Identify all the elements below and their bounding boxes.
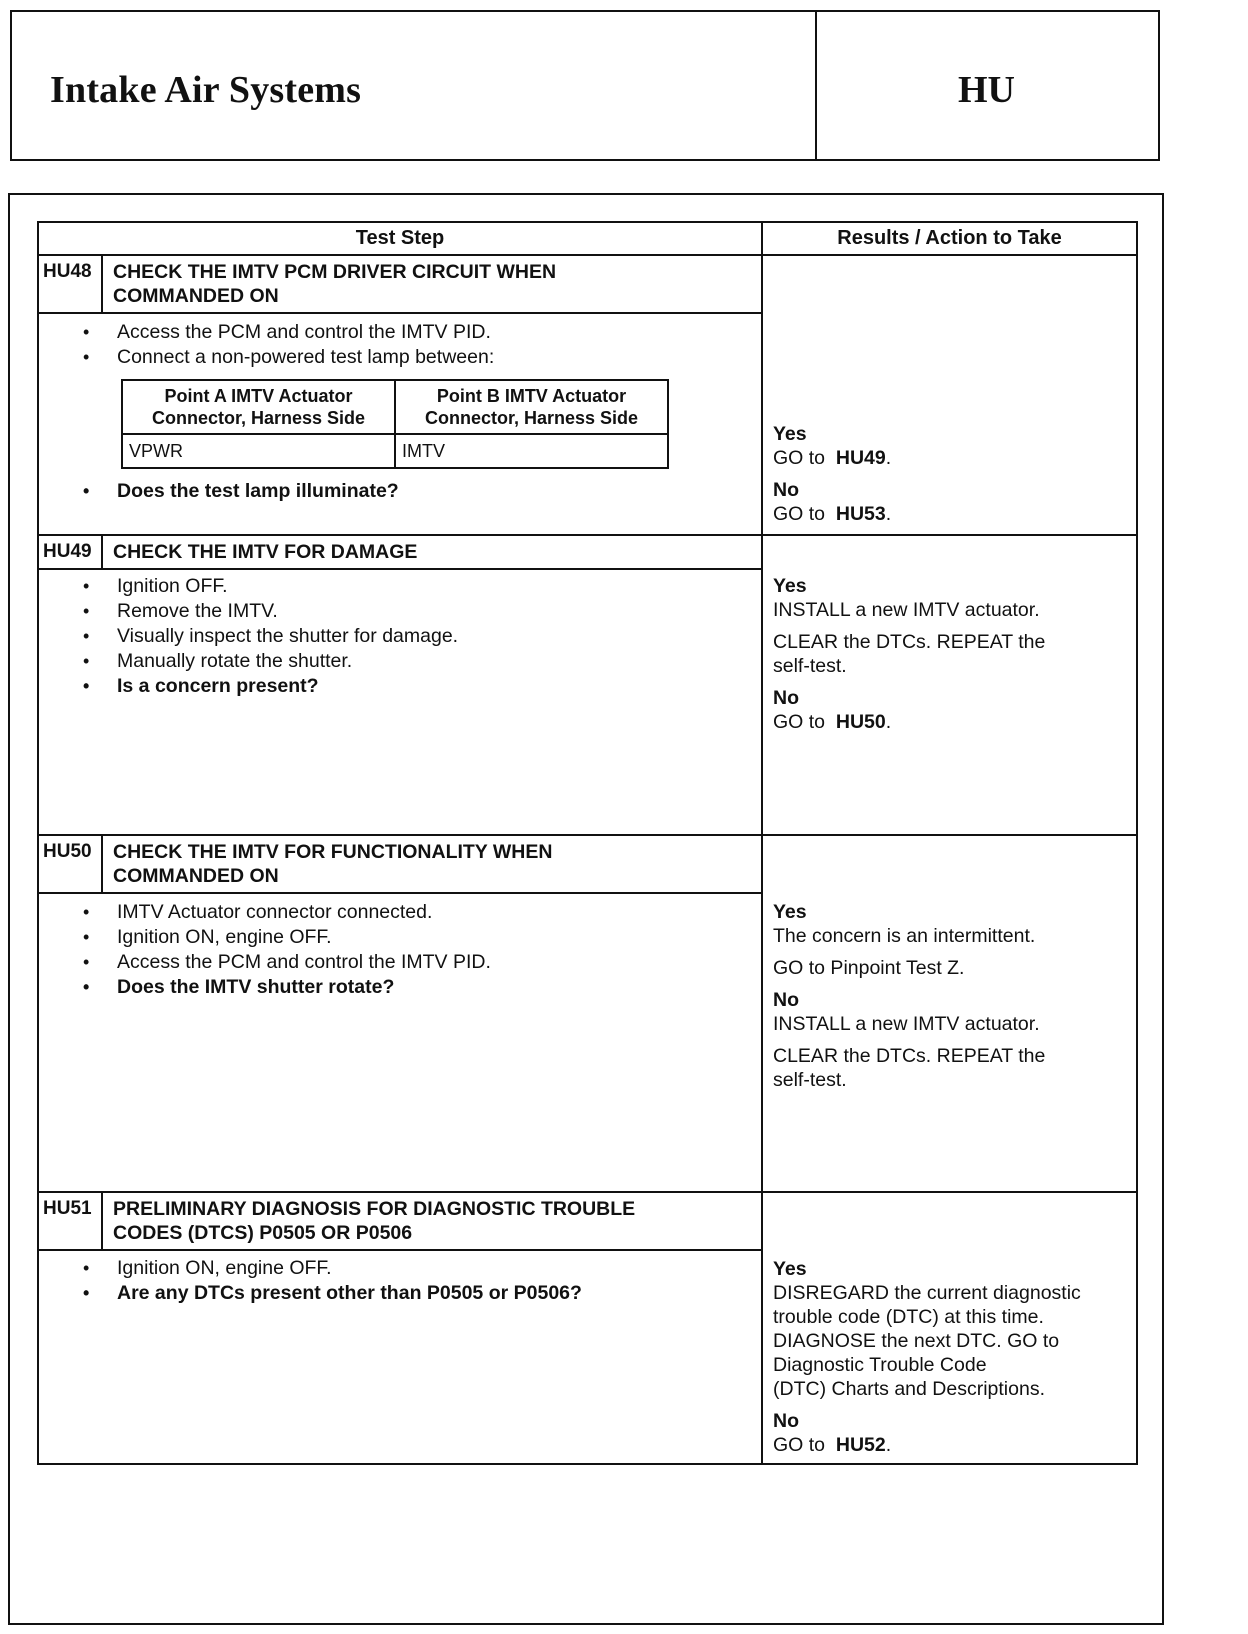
step-title-line: COMMANDED ON <box>113 865 279 887</box>
go-to-text: GO to <box>773 1434 826 1456</box>
connection-table <box>121 379 669 469</box>
step-id: HU48 <box>39 256 103 312</box>
step-title: CHECK THE IMTV FOR DAMAGE <box>113 541 418 563</box>
step-row-hu49 <box>38 535 1137 835</box>
list-item: • Ignition OFF. <box>117 574 761 599</box>
step-title-row <box>39 536 761 570</box>
action-text: DISREGARD the current diagnostic trouble code (DTC) at this time. DIAGNOSE the next DTC. GO to Diagnostic Trouble Code (DTC) Charts and Descriptions. <box>773 1282 1081 1400</box>
step-cell-hu49 <box>38 535 762 835</box>
step-question: • Is a concern present? <box>117 674 761 699</box>
result-block: Yes DISREGARD the current diagnostic trouble code (DTC) at this time. DIAGNOSE the next DTC. GO to Diagnostic Trouble Code (DTC) Charts and Descriptions. No GO to HU52. <box>763 1193 1136 1457</box>
point-a-header: Point A IMTV Actuator Connector, Harness Side <box>122 380 395 434</box>
list-item: • Access the PCM and control the IMTV PID. <box>117 320 761 345</box>
result-cell-hu48 <box>762 255 1137 535</box>
step-title-row <box>39 836 761 894</box>
step-question: • Does the test lamp illuminate? <box>117 479 761 504</box>
step-link-hu53[interactable]: HU53 <box>835 503 886 525</box>
action-text: CLEAR the DTCs. REPEAT the self-test. <box>773 631 1046 677</box>
no-label: No <box>773 1410 799 1432</box>
result-block: Yes INSTALL a new IMTV actuator. CLEAR the DTCs. REPEAT the self-test. No GO to HU50. <box>763 536 1136 734</box>
result-block <box>763 836 1136 1092</box>
step-title-row <box>39 256 761 314</box>
no-label: No <box>773 687 799 709</box>
step-title <box>103 1193 761 1249</box>
step-title <box>103 836 761 892</box>
step-title-row <box>39 1193 761 1251</box>
point-b-value: IMTV <box>395 434 668 468</box>
step-title-line: CHECK THE IMTV PCM DRIVER CIRCUIT WHEN <box>113 261 557 283</box>
step-instructions <box>39 894 761 1000</box>
result-cell-hu49 <box>762 535 1137 835</box>
list-item: • Manually rotate the shutter. <box>117 649 761 674</box>
yes-label: Yes <box>773 423 807 445</box>
step-question-list <box>39 477 761 504</box>
go-to-text: GO to <box>773 711 826 733</box>
list-item: • Ignition ON, engine OFF. <box>117 925 761 950</box>
go-to-text: GO to <box>773 447 826 469</box>
list-item: • Remove the IMTV. <box>117 599 761 624</box>
point-a-value: VPWR <box>122 434 395 468</box>
step-title <box>103 256 761 312</box>
step-id: HU49 <box>39 536 103 568</box>
step-instructions <box>39 570 761 699</box>
step-cell-hu48 <box>38 255 762 535</box>
step-title-line: PRELIMINARY DIAGNOSIS FOR DIAGNOSTIC TROUBLE <box>113 1198 636 1220</box>
col-header-results: Results / Action to Take <box>762 222 1137 255</box>
step-title-line: CODES (DTCS) P0505 OR P0506 <box>113 1222 413 1244</box>
page-header <box>10 10 1160 161</box>
step-link-hu49[interactable]: HU49 <box>835 447 886 469</box>
step-row-hu48 <box>38 255 1137 535</box>
section-title: Intake Air Systems <box>50 69 362 111</box>
no-label: No <box>773 989 799 1011</box>
no-label: No <box>773 479 799 501</box>
step-cell-hu51 <box>38 1192 762 1464</box>
step-question: • Are any DTCs present other than P0505 or P0506? <box>117 1281 761 1306</box>
yes-label: Yes <box>773 575 807 597</box>
test-step-table <box>37 221 1138 1465</box>
yes-label: Yes <box>773 1258 807 1280</box>
result-cell-hu51 <box>762 1192 1137 1464</box>
action-text: INSTALL a new IMTV actuator. <box>773 599 1040 621</box>
step-link-hu52[interactable]: HU52 <box>835 1434 886 1456</box>
result-block: Yes GO to HU49. No GO to HU53. <box>763 256 1136 526</box>
col-header-test-step: Test Step <box>38 222 762 255</box>
go-to-text: GO to <box>773 503 826 525</box>
action-text: INSTALL a new IMTV actuator. <box>773 1013 1040 1035</box>
step-title-line: CHECK THE IMTV FOR FUNCTIONALITY WHEN <box>113 841 553 863</box>
step-id: HU50 <box>39 836 103 892</box>
step-row-hu51 <box>38 1192 1137 1464</box>
action-text: GO to Pinpoint Test Z. <box>773 957 965 979</box>
section-code: HU <box>958 69 1015 111</box>
step-instructions <box>39 314 761 370</box>
list-item: • IMTV Actuator connector connected. <box>117 900 761 925</box>
yes-label: Yes <box>773 901 807 923</box>
step-id: HU51 <box>39 1193 103 1249</box>
result-cell-hu50 <box>762 835 1137 1192</box>
step-instructions <box>39 1251 761 1306</box>
action-text: The concern is an intermittent. <box>773 925 1036 947</box>
step-question: • Does the IMTV shutter rotate? <box>117 975 761 1000</box>
table-header-row <box>38 222 1137 255</box>
step-title-line: COMMANDED ON <box>113 285 279 307</box>
list-item: • Connect a non-powered test lamp between: <box>117 345 761 370</box>
step-row-hu50 <box>38 835 1137 1192</box>
list-item: • Visually inspect the shutter for damage. <box>117 624 761 649</box>
point-b-header: Point B IMTV Actuator Connector, Harness Side <box>395 380 668 434</box>
step-cell-hu50 <box>38 835 762 1192</box>
step-link-hu50[interactable]: HU50 <box>835 711 886 733</box>
list-item: • Access the PCM and control the IMTV PID. <box>117 950 761 975</box>
action-text: CLEAR the DTCs. REPEAT the self-test. <box>773 1045 1046 1091</box>
list-item: • Ignition ON, engine OFF. <box>117 1256 761 1281</box>
